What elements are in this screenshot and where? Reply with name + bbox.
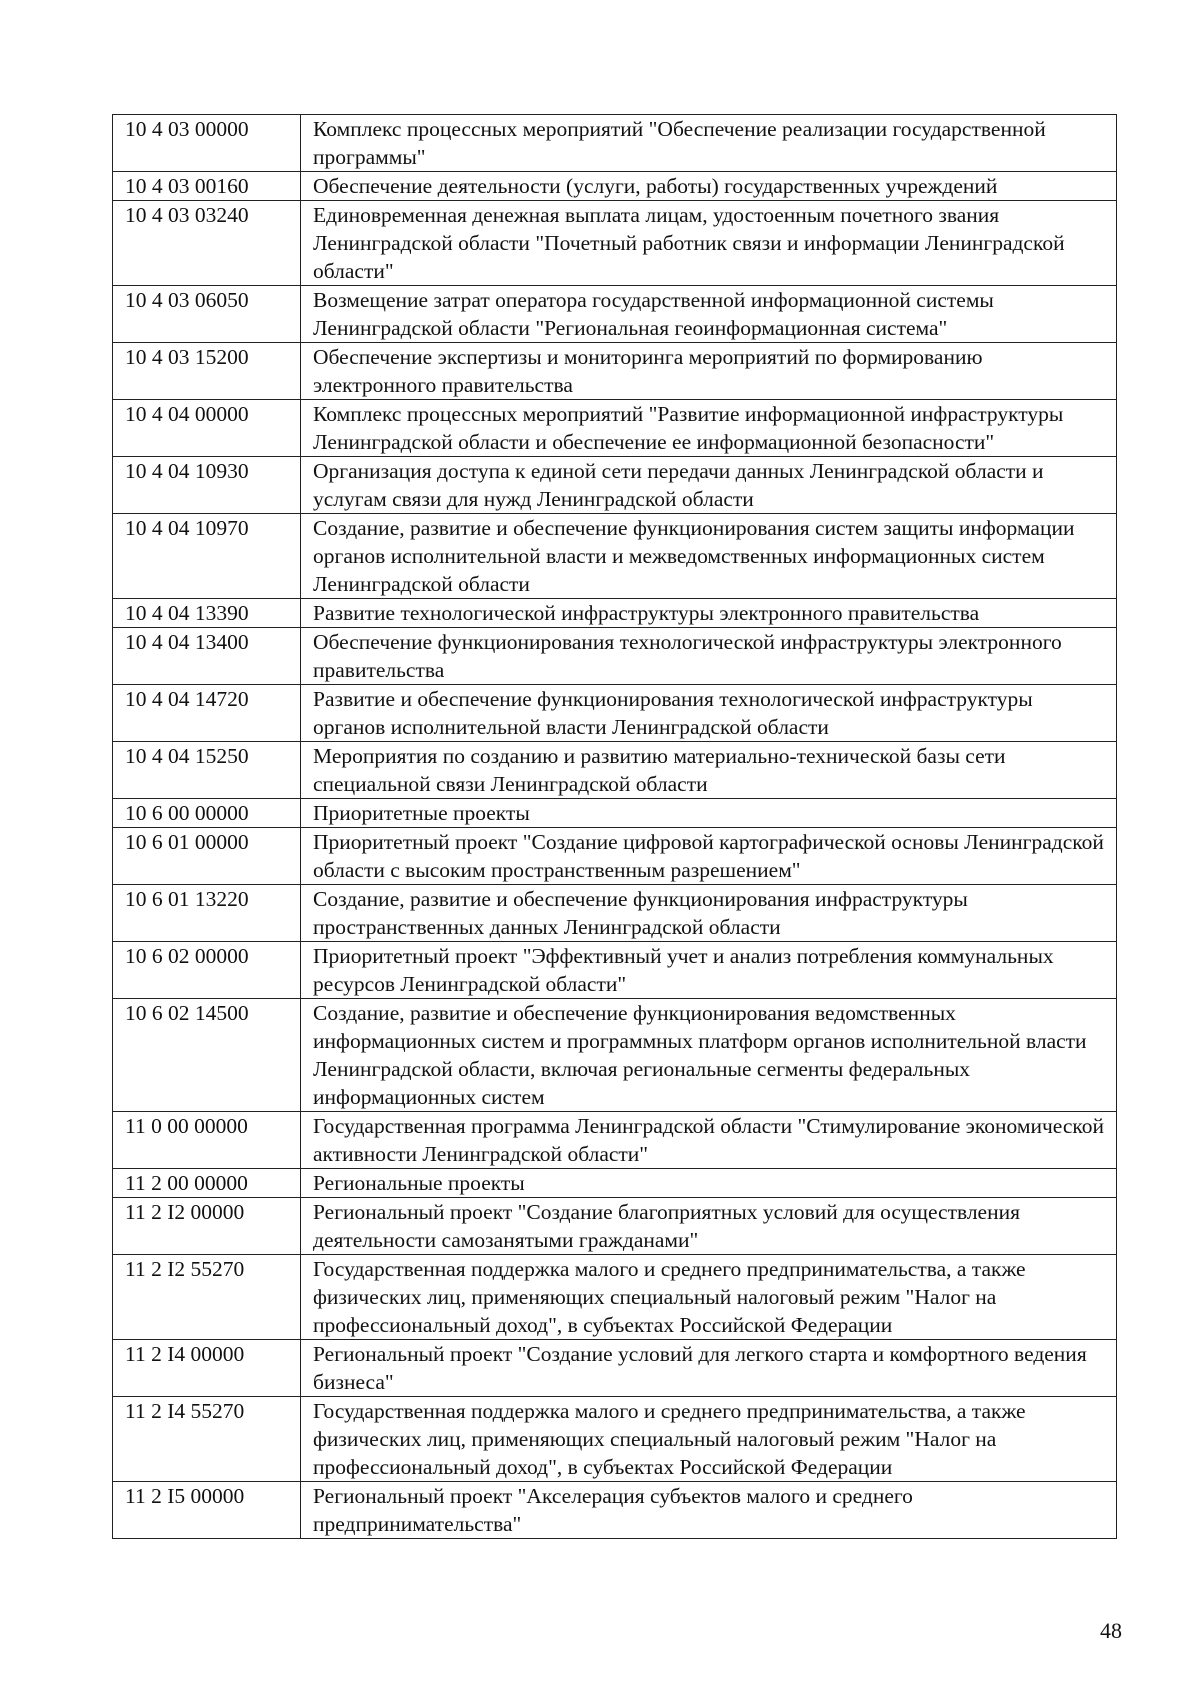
row-name: Мероприятия по созданию и развитию материально-технической базы сети специальной связи Ленинградской области: [301, 742, 1117, 799]
row-code: 10 4 03 06050: [113, 286, 301, 343]
row-code: 10 4 04 00000: [113, 400, 301, 457]
table-row: [113, 1340, 1117, 1397]
row-name: Комплекс процессных мероприятий "Обеспечение реализации государственной программы": [301, 115, 1117, 172]
row-code: 10 4 04 13390: [113, 599, 301, 628]
row-name: Комплекс процессных мероприятий "Развитие информационной инфраструктуры Ленинградской области и обеспечение ее информационной безопасности": [301, 400, 1117, 457]
table-row: [113, 742, 1117, 799]
row-code: 10 6 02 14500: [113, 999, 301, 1112]
row-name: Государственная поддержка малого и среднего предпринимательства, а также физических лиц, применяющих специальный налоговый режим "Налог на профессиональный доход", в субъектах Российской Федерации: [301, 1397, 1117, 1482]
row-code: 11 2 I2 55270: [113, 1255, 301, 1340]
table-body: [113, 115, 1117, 1539]
row-name: Создание, развитие и обеспечение функционирования ведомственных информационных систем и программных платформ органов исполнительной власти Ленинградской области, включая региональные сегменты федеральных информационных систем: [301, 999, 1117, 1112]
row-name: Развитие технологической инфраструктуры электронного правительства: [301, 599, 1117, 628]
table-row: [113, 286, 1117, 343]
table-row: [113, 1255, 1117, 1340]
row-code: 10 4 04 14720: [113, 685, 301, 742]
row-name: Возмещение затрат оператора государственной информационной системы Ленинградской области "Региональная геоинформационная система": [301, 286, 1117, 343]
table-row: [113, 172, 1117, 201]
table-row: [113, 799, 1117, 828]
row-name: Приоритетный проект "Эффективный учет и анализ потребления коммунальных ресурсов Ленинградской области": [301, 942, 1117, 999]
row-code: 11 2 I4 00000: [113, 1340, 301, 1397]
row-name: Государственная поддержка малого и среднего предпринимательства, а также физических лиц, применяющих специальный налоговый режим "Налог на профессиональный доход", в субъектах Российской Федерации: [301, 1255, 1117, 1340]
row-name: Создание, развитие и обеспечение функционирования систем защиты информации органов исполнительной власти и межведомственных информационных систем Ленинградской области: [301, 514, 1117, 599]
row-name: Региональный проект "Создание благоприятных условий для осуществления деятельности самозанятыми гражданами": [301, 1198, 1117, 1255]
row-name: Региональные проекты: [301, 1169, 1117, 1198]
table-row: [113, 828, 1117, 885]
table-row: [113, 201, 1117, 286]
table-row: [113, 400, 1117, 457]
table-row: [113, 885, 1117, 942]
table-row: [113, 628, 1117, 685]
row-name: Приоритетные проекты: [301, 799, 1117, 828]
row-name: Региональный проект "Акселерация субъектов малого и среднего предпринимательства": [301, 1482, 1117, 1539]
row-name: Развитие и обеспечение функционирования технологической инфраструктуры органов исполнительной власти Ленинградской области: [301, 685, 1117, 742]
row-code: 10 4 04 15250: [113, 742, 301, 799]
row-code: 10 4 04 13400: [113, 628, 301, 685]
row-name: Единовременная денежная выплата лицам, удостоенным почетного звания Ленинградской области "Почетный работник связи и информации Ленинградской области": [301, 201, 1117, 286]
row-code: 11 2 I4 55270: [113, 1397, 301, 1482]
table-row: [113, 1169, 1117, 1198]
row-name: Государственная программа Ленинградской области "Стимулирование экономической активности Ленинградской области": [301, 1112, 1117, 1169]
row-code: 10 4 04 10970: [113, 514, 301, 599]
row-code: 11 0 00 00000: [113, 1112, 301, 1169]
row-name: Приоритетный проект "Создание цифровой картографической основы Ленинградской области с высоким пространственным разрешением": [301, 828, 1117, 885]
table-row: [113, 115, 1117, 172]
row-code: 11 2 I5 00000: [113, 1482, 301, 1539]
row-name: Обеспечение функционирования технологической инфраструктуры электронного правительства: [301, 628, 1117, 685]
row-name: Региональный проект "Создание условий для легкого старта и комфортного ведения бизнеса": [301, 1340, 1117, 1397]
row-code: 10 4 03 15200: [113, 343, 301, 400]
row-code: 10 6 00 00000: [113, 799, 301, 828]
row-code: 10 4 04 10930: [113, 457, 301, 514]
table-row: [113, 343, 1117, 400]
table-row: [113, 1482, 1117, 1539]
row-code: 10 4 03 03240: [113, 201, 301, 286]
row-code: 10 4 03 00160: [113, 172, 301, 201]
table-row: [113, 1397, 1117, 1482]
table-row: [113, 999, 1117, 1112]
row-name: Создание, развитие и обеспечение функционирования инфраструктуры пространственных данных Ленинградской области: [301, 885, 1117, 942]
table-row: [113, 457, 1117, 514]
row-name: Обеспечение деятельности (услуги, работы) государственных учреждений: [301, 172, 1117, 201]
budget-classification-table: [112, 114, 1117, 1539]
row-code: 10 6 02 00000: [113, 942, 301, 999]
table-row: [113, 1112, 1117, 1169]
row-code: 10 6 01 13220: [113, 885, 301, 942]
row-code: 10 6 01 00000: [113, 828, 301, 885]
row-code: 10 4 03 00000: [113, 115, 301, 172]
row-code: 11 2 I2 00000: [113, 1198, 301, 1255]
row-code: 11 2 00 00000: [113, 1169, 301, 1198]
table-row: [113, 685, 1117, 742]
table-row: [113, 514, 1117, 599]
table-row: [113, 1198, 1117, 1255]
row-name: Организация доступа к единой сети передачи данных Ленинградской области и услугам связи для нужд Ленинградской области: [301, 457, 1117, 514]
table-row: [113, 599, 1117, 628]
page-number: 48: [1100, 1618, 1122, 1643]
table-row: [113, 942, 1117, 999]
row-name: Обеспечение экспертизы и мониторинга мероприятий по формированию электронного правительства: [301, 343, 1117, 400]
